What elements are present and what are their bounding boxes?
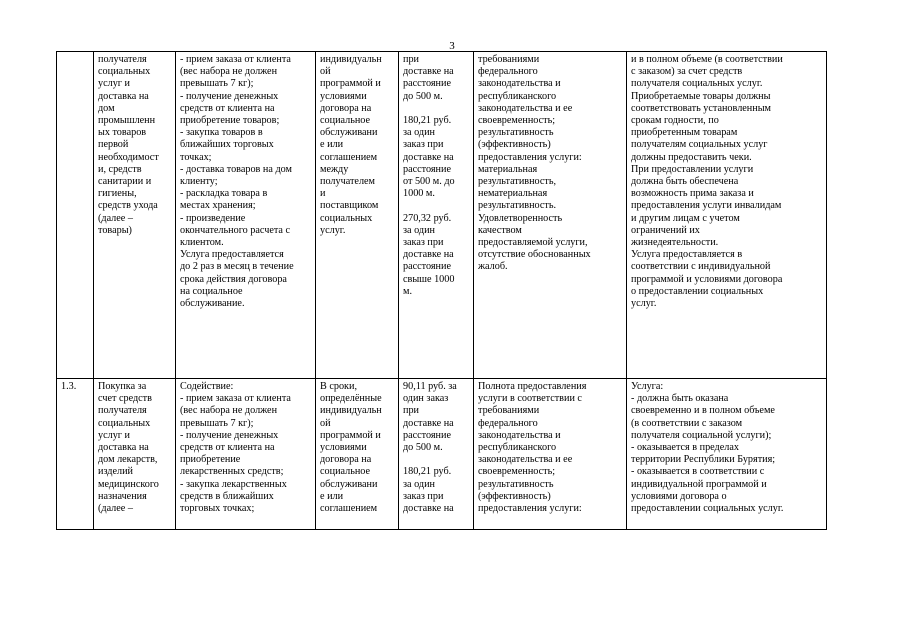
cell-service-content: - прием заказа от клиента (вес набора не должен превышать 7 кг); - получение денежных средств от клиента на приобретение товаров; - закупка товаров в ближайших торговых точках; - доставка товаров на дом клиенту; - раскладка товара в местах хранения; - произведение окончательного расчета с клиентом. Услуга предоставляется до 2 раз в месяц в течение срока действия договора на социальное обслуживание. <box>176 52 316 379</box>
table-row <box>57 379 827 530</box>
cell-service-name: получателя социальных услуг и доставка на дом промышленн ых товаров первой необходимост и, средств санитарии и гигиены, средств ухода (далее – товары) <box>94 52 176 379</box>
cell-quality-indicators: Полнота предоставления услуги в соответствии с требованиями федерального законодательства и республиканского законодательства и ее своевременность; результативность (эффективность) предоставления услуги: <box>474 379 627 530</box>
cell-number: 1.3. <box>57 379 94 530</box>
cell-service-price: при доставке на расстояние до 500 м. 180,21 руб. за один заказ при доставке на расстояние от 500 м. до 1000 м. 270,32 руб. за один заказ при доставке на расстояние свыше 1000 м. <box>399 52 474 379</box>
cell-service-conditions: Услуга: - должна быть оказана своевременно и в полном объеме (в соответствии с заказом получателя социальной услуги); - оказывается в пределах территории Республики Бурятия; - оказывается в соответствии с индивидуальной программой и условиями договора о предоставлении социальных услуг. <box>627 379 827 530</box>
cell-service-terms: индивидуальн ой программой и условиями договора на социальное обслуживани е или соглашением между получателем и поставщиком социальных услуг. <box>316 52 399 379</box>
cell-service-content: Содействие: - прием заказа от клиента (вес набора не должен превышать 7 кг); - получение денежных средств от клиента на приобретение лекарственных средств; - закупка лекарственных средств в ближайших торговых точках; <box>176 379 316 530</box>
cell-number <box>57 52 94 379</box>
services-table <box>56 51 827 530</box>
page-number: 3 <box>449 40 455 52</box>
table-row <box>57 52 827 379</box>
cell-service-terms: В сроки, определённые индивидуальн ой программой и условиями договора на социальное обслуживани е или соглашением <box>316 379 399 530</box>
cell-service-conditions: и в полном объеме (в соответствии с заказом) за счет средств получателя социальных услуг. Приобретаемые товары должны соответствовать установленным срокам годности, по приобретенным товарам получателям социальных услуг должны предоставить чеки. При предоставлении услуги должна быть обеспечена возможность прима заказа и предоставления услуги инвалидам и другим лицам с учетом ограничений их жизнедеятельности. Услуга предоставляется в соответствии с индивидуальной программой и условиями договора о предоставлении социальных услуг. <box>627 52 827 379</box>
cell-service-price: 90,11 руб. за один заказ при доставке на расстояние до 500 м. 180,21 руб. за один заказ при доставке на <box>399 379 474 530</box>
cell-quality-indicators: требованиями федерального законодательства и республиканского законодательства и ее своевременность; результативность (эффективность) предоставления услуги: материальная результативность, нематериальная результативность. Удовлетворенность качеством предоставляемой услуги, отсутствие обоснованных жалоб. <box>474 52 627 379</box>
cell-service-name: Покупка за счет средств получателя социальных услуг и доставка на дом лекарств, изделий медицинского назначения (далее – <box>94 379 176 530</box>
